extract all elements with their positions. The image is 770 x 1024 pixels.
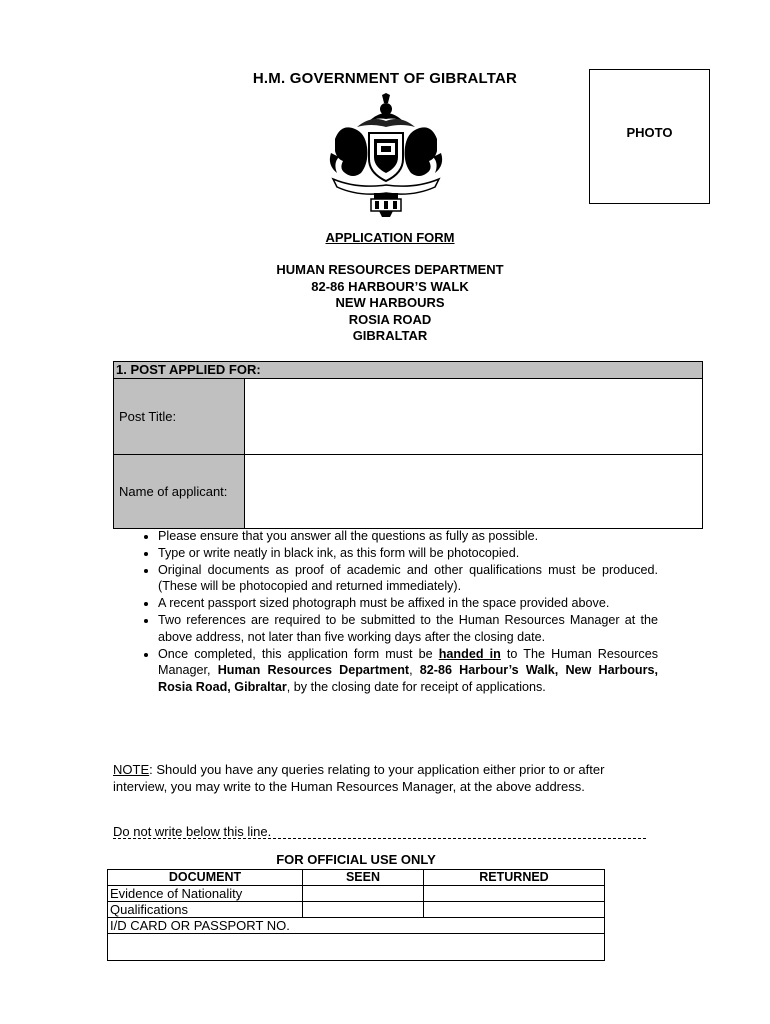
id-card-label: I/D CARD OR PASSPORT NO.	[108, 918, 605, 934]
post-title-field[interactable]	[245, 379, 702, 454]
cut-line-divider	[113, 838, 646, 839]
post-section-heading: 1. POST APPLIED FOR:	[114, 362, 702, 379]
id-card-row	[108, 918, 605, 934]
returned-header: RETURNED	[424, 870, 605, 886]
instruction-text: Once completed, this application form must be	[158, 646, 439, 661]
instruction-item: • A recent passport sized photograph must be affixed in the space provided above.	[158, 595, 658, 612]
note-label: NOTE	[113, 762, 150, 777]
address-line: 82-86 HARBOUR’S WALK	[311, 278, 469, 294]
submission-address: 82-86 Harbour’s Walk, New Harbours, Rosia Road, Gibraltar	[158, 663, 658, 695]
official-use-table	[107, 869, 605, 961]
form-title: APPLICATION FORM	[325, 230, 455, 245]
table-row	[108, 886, 605, 902]
returned-cell[interactable]	[424, 886, 605, 902]
instruction-item: • Type or write neatly in black ink, as this form will be photocopied.	[158, 545, 658, 562]
address-line: HUMAN RESOURCES DEPARTMENT	[276, 262, 504, 277]
department-address	[230, 262, 550, 345]
official-use-title: FOR OFFICIAL USE ONLY	[276, 852, 436, 867]
returned-cell[interactable]	[424, 902, 605, 918]
document-header: DOCUMENT	[108, 870, 303, 886]
instruction-item: • Original documents as proof of academic and other qualifications must be produced. (These will be photocopied and returned immediately).	[158, 562, 658, 596]
handed-in-emphasis: handed in	[438, 646, 501, 661]
instruction-text: ,	[409, 663, 420, 678]
instruction-text: to The Human Resources Manager,	[158, 646, 658, 678]
table-row	[108, 902, 605, 918]
document-cell: Evidence of Nationality	[108, 886, 303, 902]
note-text: : Should you have any queries relating to your application either prior to or after interview, you may write to the Human Resources Manager, at the above address.	[113, 762, 605, 794]
id-card-field[interactable]	[108, 934, 605, 961]
seen-cell[interactable]	[303, 886, 424, 902]
instruction-text: , by the closing date for receipt of applications.	[286, 680, 546, 695]
note-paragraph	[113, 762, 658, 796]
applicant-name-label: Name of applicant:	[114, 455, 245, 528]
department-name: Human Resources Department	[217, 663, 410, 678]
official-header-row	[108, 870, 605, 886]
address-line: GIBRALTAR	[352, 328, 428, 344]
document-cell: Qualifications	[108, 902, 303, 918]
seen-header: SEEN	[303, 870, 424, 886]
photo-box[interactable]	[589, 69, 710, 204]
do-not-write-notice: Do not write below this line.	[113, 824, 272, 839]
post-title-label: Post Title:	[114, 379, 245, 454]
address-line: ROSIA ROAD	[348, 311, 432, 327]
applicant-name-row	[114, 454, 702, 528]
instruction-item: • Two references are required to be submitted to the Human Resources Manager at the above address, not later than five working days after the closing date.	[158, 612, 658, 646]
instructions-list	[118, 528, 658, 696]
post-title-row	[114, 379, 702, 454]
instruction-item-submission	[158, 646, 658, 696]
applicant-name-field[interactable]	[245, 455, 702, 528]
photo-label: PHOTO	[626, 125, 673, 140]
address-line: NEW HARBOURS	[335, 295, 445, 311]
seen-cell[interactable]	[303, 902, 424, 918]
post-applied-section	[113, 361, 703, 529]
coat-of-arms-icon	[327, 93, 445, 217]
instruction-item: • Please ensure that you answer all the questions as fully as possible.	[158, 528, 658, 545]
id-card-entry-row	[108, 934, 605, 961]
government-title: H.M. GOVERNMENT OF GIBRALTAR	[252, 70, 518, 87]
